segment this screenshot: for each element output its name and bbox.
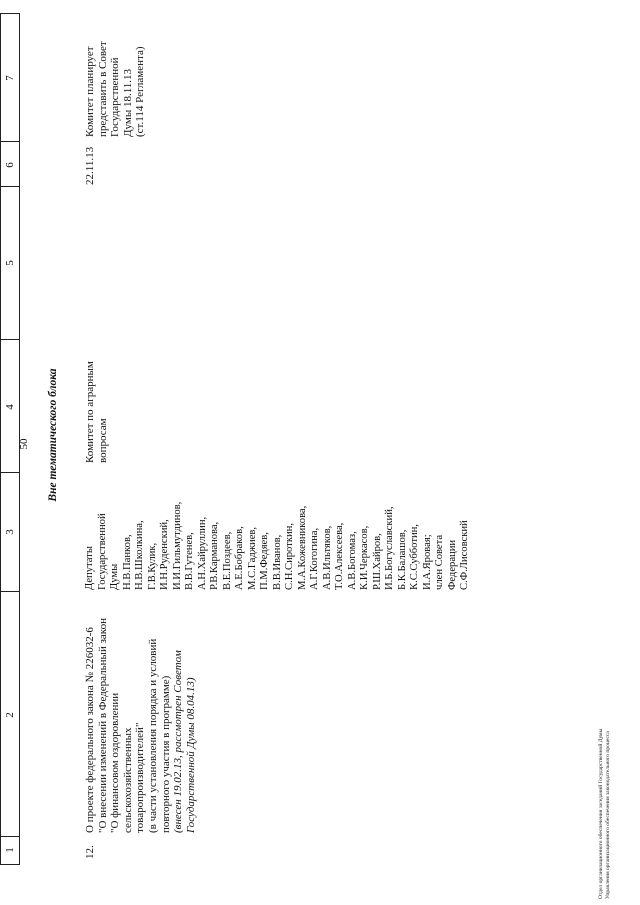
bill-description-line: О проекте федерального закона № 226032-6	[84, 627, 96, 833]
author-line: Н.В.Школкина,	[134, 520, 145, 590]
bill-description-line: "О финансовом оздоровлении	[109, 692, 122, 833]
header-left-border	[0, 864, 19, 865]
committee-line: вопросам	[96, 418, 109, 463]
footer-line: Управления организационного обеспечения законодательного процесса	[605, 731, 611, 899]
column-number-4: 4	[4, 404, 16, 410]
bill-submission-note: (внесен 19.02.13, рассмотрен Советом	[172, 650, 185, 833]
header-right-border	[0, 13, 19, 14]
author-line: П.М.Федяев,	[259, 532, 270, 590]
footer-line: Отдел организационного обеспечения заседаний Государственной Думы	[598, 728, 604, 899]
author-line: К.И.Черкасов,	[359, 525, 370, 590]
author-line: Депутаты	[84, 546, 95, 590]
plan-line: Комитет планирует	[84, 46, 96, 137]
column-number-1: 1	[4, 847, 16, 853]
author-line: А.Г.Когогина,	[309, 527, 320, 590]
author-line: Р.Ш.Хайров,	[371, 533, 383, 590]
author-line: Г.В.Кулик,	[146, 542, 158, 590]
bill-description-line: "О внесении изменений в Федеральный закон	[96, 618, 109, 833]
author-line: М.С.Гаджиев,	[246, 526, 258, 590]
col-divider-2-3	[0, 591, 19, 592]
author-line: А.В.Богомаз,	[346, 531, 358, 590]
bill-authors	[84, 472, 472, 590]
author-line: В.Е.Поздеев,	[221, 531, 233, 590]
plan-line: (ст.114 Регламента)	[134, 46, 147, 137]
author-line: И.А.Яровая;	[421, 534, 433, 590]
author-line: Федерации	[446, 539, 458, 590]
author-line: М.А.Кожевникова,	[296, 505, 308, 590]
bill-description-line: (в части установления порядка и условий	[146, 638, 159, 833]
author-line: член Совета	[434, 534, 445, 590]
plan-line: представить в Совет	[96, 41, 109, 137]
author-line: К.С.Субботин,	[409, 524, 420, 590]
author-line: Думы	[109, 563, 120, 590]
bill-submission-note: Государственной Думы 08.04.13)	[184, 677, 197, 833]
review-date: 22.11.13	[84, 146, 96, 185]
column-number-3: 3	[4, 529, 16, 535]
column-number-5: 5	[4, 260, 16, 266]
section-title: Вне тематического блока	[47, 368, 59, 502]
bill-description-line: повторного участия в программе)	[159, 675, 172, 833]
committee-plan	[84, 12, 147, 137]
bill-description-line: товаропроизводителей"	[134, 722, 147, 833]
author-line: И.Н.Руденский,	[159, 519, 170, 590]
author-line: И.Б.Богуславский,	[384, 506, 395, 590]
column-number-6: 6	[4, 162, 16, 168]
col-divider-5-6	[0, 186, 19, 187]
bill-description-line: сельскохозяйственных	[121, 727, 134, 833]
col-divider-3-4	[0, 472, 19, 473]
author-line: Б.К.Балашов,	[396, 529, 408, 590]
plan-line: Думы 18.11.13	[121, 68, 134, 137]
bill-description	[84, 593, 197, 833]
author-line: В.В.Гутенев,	[184, 532, 195, 590]
author-line: А.В.Ильтяков,	[321, 525, 333, 590]
col-divider-1-2	[0, 836, 19, 837]
author-line: И.И.Гильмутдинов,	[171, 501, 183, 590]
column-number-2: 2	[4, 712, 16, 718]
author-line: А.Н.Хайруллин,	[196, 516, 208, 590]
footer-department	[598, 729, 612, 899]
author-line: Т.О.Алексеева,	[334, 522, 345, 590]
col-divider-6-7	[0, 141, 19, 142]
page-number: 50	[18, 438, 30, 450]
author-line: С.Н.Сироткин,	[284, 523, 295, 590]
row-number: 12.	[84, 845, 96, 859]
committee-line: Комитет по аграрным	[84, 361, 96, 463]
col-divider-4-5	[0, 339, 19, 340]
author-line: С.Ф.Лисовский	[459, 520, 470, 590]
author-line: Н.В.Панков,	[121, 534, 133, 590]
author-line: А.Е.Бобраков,	[234, 526, 245, 590]
responsible-committee	[84, 338, 109, 463]
plan-line: Государственной	[109, 57, 122, 137]
author-line: Р.В.Карманова,	[209, 521, 220, 590]
column-number-7: 7	[4, 75, 16, 81]
author-line: В.В.Иванов,	[271, 534, 283, 590]
author-line: Государственной	[96, 513, 108, 590]
